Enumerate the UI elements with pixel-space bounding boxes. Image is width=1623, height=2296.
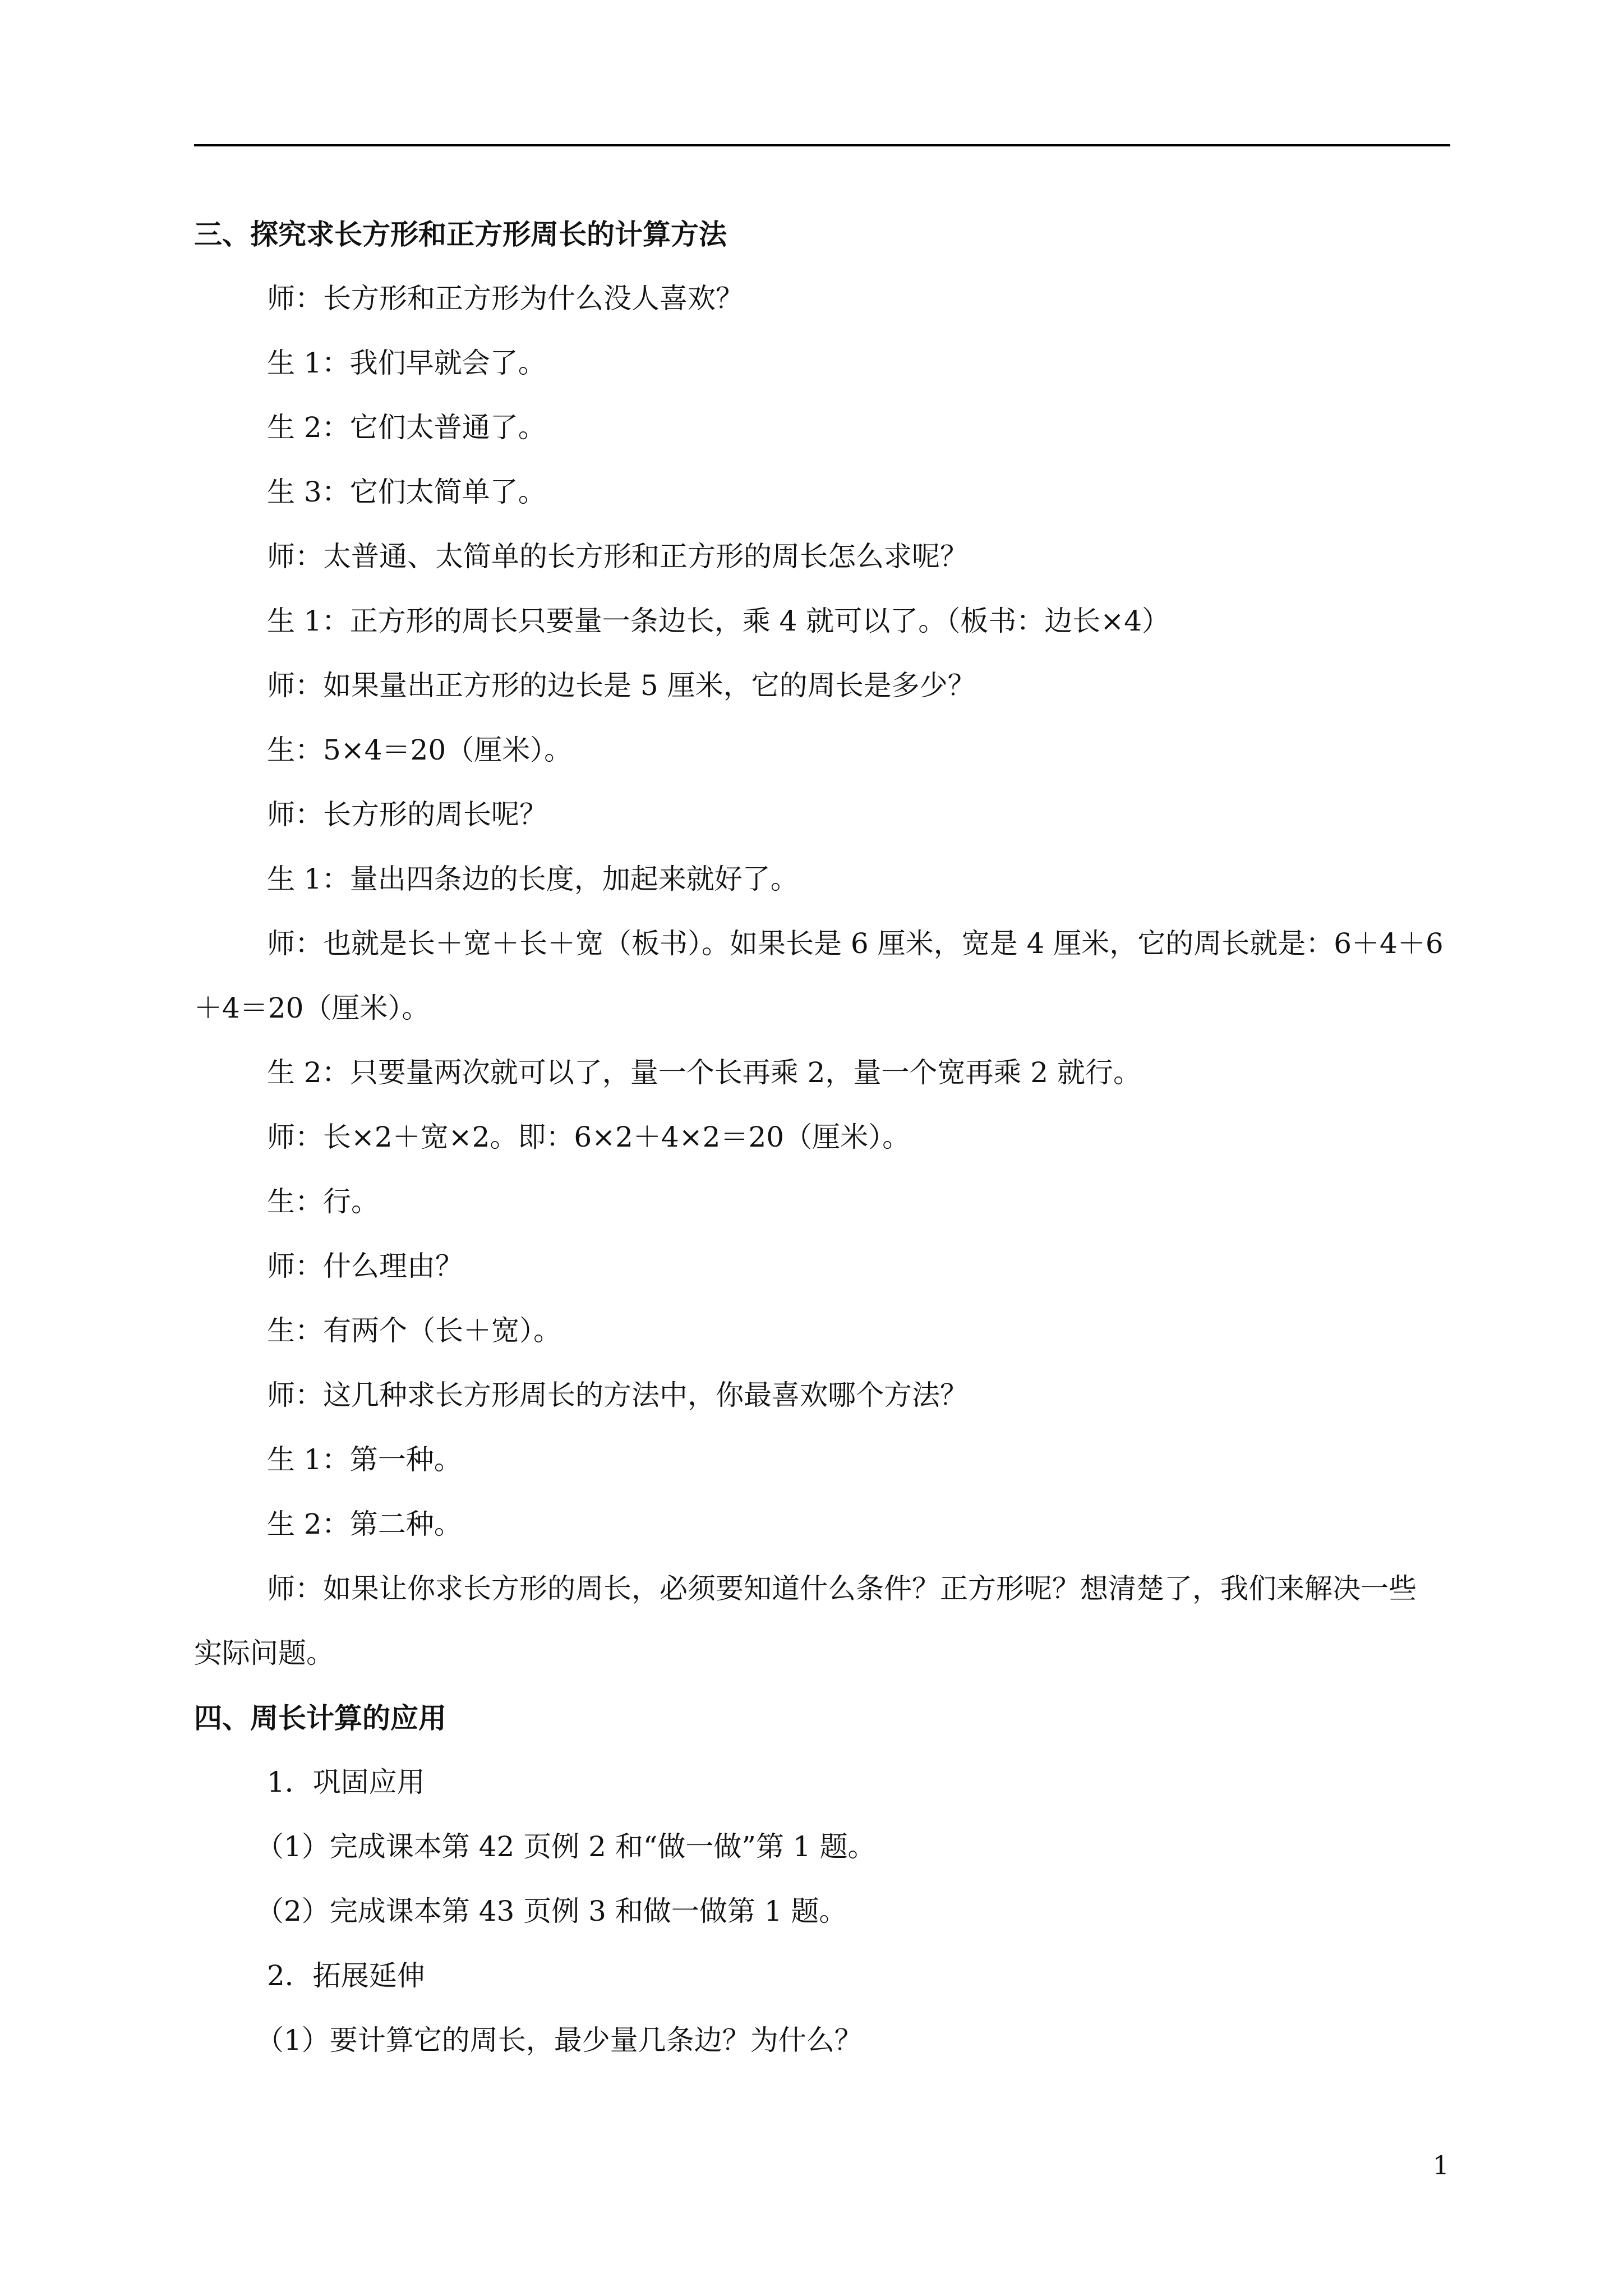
exercise-item: （2）完成课本第 43 页例 3 和做一做第 1 题。: [256, 1895, 847, 1927]
dialogue-line-continued: 实际问题。: [194, 1637, 334, 1669]
subheading: 2．拓展延伸: [267, 1959, 425, 1992]
dialogue-line: 师：长×2＋宽×2。即：6×2＋4×2＝20（厘米）。: [267, 1121, 911, 1153]
dialogue-line: 生：有两个（长＋宽）。: [267, 1314, 561, 1347]
dialogue-line-continued: ＋4＝20（厘米）。: [194, 992, 430, 1024]
dialogue-line: 生 2：它们太普通了。: [267, 411, 546, 444]
dialogue-line: 师：这几种求长方形周长的方法中，你最喜欢哪个方法？: [267, 1379, 968, 1411]
section-heading-4: 四、周长计算的应用: [194, 1701, 446, 1734]
dialogue-line: 师：什么理由？: [267, 1250, 463, 1282]
dialogue-line: 生 1：正方形的周长只要量一条边长，乘 4 就可以了。（板书：边长×4）: [267, 605, 1170, 637]
dialogue-line: 师：太普通、太简单的长方形和正方形的周长怎么求呢？: [267, 540, 968, 573]
dialogue-line: 生 3：它们太简单了。: [267, 476, 546, 508]
dialogue-line: 生 1：第一种。: [267, 1443, 462, 1476]
header-rule: [194, 144, 1450, 146]
exercise-item: （1）完成课本第 42 页例 2 和“做一做”第 1 题。: [256, 1830, 876, 1863]
dialogue-line: 师：也就是长＋宽＋长＋宽（板书）。如果长是 6 厘米，宽是 4 厘米，它的周长就是：6＋4＋6: [267, 927, 1444, 960]
page-number: 1: [1432, 2150, 1449, 2180]
exercise-item: （1）要计算它的周长，最少量几条边？为什么？: [256, 2024, 863, 2056]
dialogue-line: 生 2：第二种。: [267, 1508, 462, 1540]
dialogue-line: 生 1：量出四条边的长度，加起来就好了。: [267, 863, 799, 895]
section-heading-3: 三、探究求长方形和正方形周长的计算方法: [194, 218, 727, 251]
dialogue-line: 生 1：我们早就会了。: [267, 347, 546, 379]
dialogue-line: 生 2：只要量两次就可以了，量一个长再乘 2，量一个宽再乘 2 就行。: [267, 1056, 1142, 1089]
dialogue-line: 师：如果量出正方形的边长是 5 厘米，它的周长是多少？: [267, 669, 976, 702]
dialogue-line: 生：行。: [267, 1185, 379, 1218]
dialogue-line: 师：长方形的周长呢？: [267, 798, 547, 831]
dialogue-line: 师：如果让你求长方形的周长，必须要知道什么条件？正方形呢？想清楚了，我们来解决一些: [267, 1572, 1417, 1605]
subheading: 1．巩固应用: [267, 1766, 425, 1798]
dialogue-line: 生：5×4＝20（厘米）。: [267, 734, 573, 766]
document-body: [194, 202, 1450, 2073]
dialogue-line: 师：长方形和正方形为什么没人喜欢？: [267, 282, 744, 315]
